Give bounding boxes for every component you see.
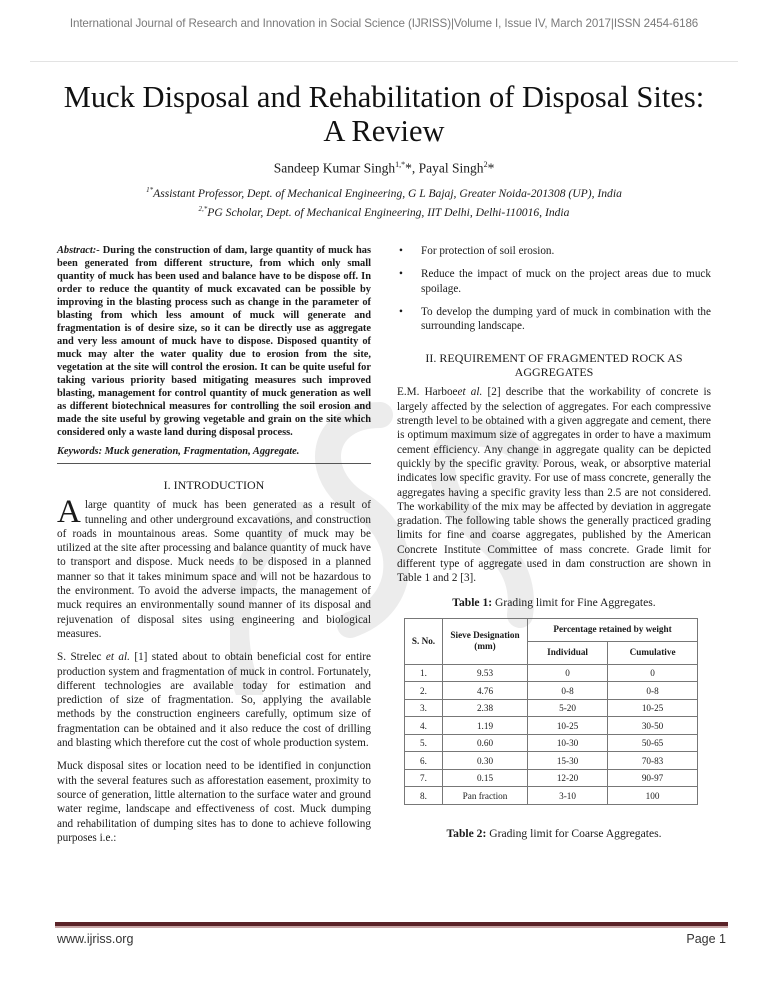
cell-individual: 15-30 — [528, 752, 608, 770]
cell-sieve: 0.30 — [443, 752, 528, 770]
paper-title — [30, 80, 738, 148]
title-line-2: A Review — [323, 114, 445, 148]
keywords: Keywords: Muck generation, Fragmentation, Aggregate. — [57, 445, 371, 464]
intro-paragraph-2 — [57, 650, 371, 750]
list-item-text: For protection of soil erosion. — [421, 245, 555, 257]
cell-sieve: 0.15 — [443, 769, 528, 787]
author-mark: 2 — [483, 160, 488, 169]
cell-individual: 12-20 — [528, 769, 608, 787]
table-row — [405, 664, 698, 682]
author-name: Payal Singh — [418, 160, 484, 176]
header-percentage: Percentage retained by weight — [528, 618, 698, 641]
table-row — [405, 734, 698, 752]
header-cumulative: Cumulative — [608, 641, 698, 664]
table-row — [405, 769, 698, 787]
paragraph-text: [1] stated about to obtain beneficial cost for entire production system and fragmentation of muck in control. Fortunately, different technologies are available today for estimation and prediction of size of fragmentation. So, applying the available methods by the construction engineers carefully, optimum size of fragmentation can be obtained and it also reduce the cost of drilling and blasting which therefore cut the cost of whole production system. — [57, 651, 371, 750]
header-individual: Individual — [528, 641, 608, 664]
intro-paragraph-3: Muck disposal sites or location need to be identified in conjunction with the several features such as afforestation easement, proximity to source of generation, little alternation to the surface water and ground water regime, landscape and effectiveness of cost. Muck dumping and rehabilitation of dumping sites has to done to achieve following purposes i.e.: — [57, 760, 371, 844]
caption-label: Table 1: — [452, 595, 493, 609]
abstract-text: During the construction of dam, large quantity of muck has been generated from different structure, from which only small quantity of muck has been used and balance have to be dispose off. In order to reduce the quantity of muck excavated can be possible by improving in the blasting process such as change in the parameter of blasting from which less amount of muck will generate and fragmentation is of desire size, so it can be directly use as aggregate and very less amount of muck have to dispose. Disposed quantity of muck may alter the water quality due to erosion from the site, vegetation at the site will control the erosion. It can be quite useful for taking various priority based mitigating measures such improved blasting, management for control quantity of muck generation as well as different biotechnical measures for controlling the soil erosion and made the site useful by growing vegetable and grain on the site which considered only a waste land during disposal process. — [57, 245, 371, 438]
right-column — [397, 244, 711, 849]
cell-individual: 10-30 — [528, 734, 608, 752]
table-row — [405, 787, 698, 805]
footer-website: www.ijriss.org — [57, 932, 134, 946]
list-item-text: To develop the dumping yard of muck in combination with the surrounding landscape. — [421, 305, 711, 333]
author-separator: * — [487, 160, 495, 176]
heading-line-2: AGGREGATES — [514, 365, 594, 380]
affiliation-2 — [0, 205, 768, 219]
table-row — [405, 699, 698, 717]
title-line-1: Muck Disposal and Rehabilitation of Disposal Sites: — [63, 80, 705, 114]
cell-cumulative: 30-50 — [608, 717, 698, 735]
page-number: Page 1 — [686, 932, 726, 946]
author-name: Sandeep Kumar Singh — [273, 160, 396, 176]
cell-sieve: 9.53 — [443, 664, 528, 682]
cell-individual: 10-25 — [528, 717, 608, 735]
paragraph-text: S. Strelec — [57, 651, 106, 664]
table-fine-aggregates — [404, 618, 698, 805]
table-2-caption — [397, 827, 711, 841]
bullet-icon: • — [399, 305, 403, 318]
affiliation-text: PG Scholar, Dept. of Mechanical Engineering, IIT Delhi, Delhi-110016, India — [207, 205, 570, 219]
cell-cumulative: 90-97 — [608, 769, 698, 787]
drop-cap: A — [57, 494, 81, 531]
caption-text: Grading limit for Fine Aggregates. — [492, 595, 656, 609]
cell-sieve: 4.76 — [443, 682, 528, 700]
list-item — [397, 305, 711, 334]
affiliation-text: Assistant Professor, Dept. of Mechanical Engineering, G L Bajaj, Greater Noida-201308 (UP), India — [153, 186, 622, 200]
cell-sieve: Pan fraction — [443, 787, 528, 805]
heading-line-1: II. REQUIREMENT OF FRAGMENTED ROCK AS — [425, 351, 683, 366]
abstract — [57, 244, 371, 439]
table-header-row — [405, 618, 698, 641]
paragraph-text: large quantity of muck has been generated as a result of tunneling and other underground excavations, and construction of roads in mountainous areas. Some quantity of muck may be utilized at the site after processing and balance quantity of muck have to transport and dispose. Muck needs to be disposed in a planned manner so that it takes minimum space and will not be hazardous to the environment. To avoid the adverse impacts, the management of muck requires an environmentally sound manner of its disposal and rejuvenation of disposal sites using engineering and biological measures. — [57, 499, 371, 640]
author-list — [0, 160, 768, 177]
bullet-icon: • — [399, 245, 403, 257]
cell-sno: 6. — [405, 752, 443, 770]
table-row — [405, 752, 698, 770]
cell-cumulative: 10-25 — [608, 699, 698, 717]
purposes-list — [397, 244, 711, 333]
abstract-label: Abstract:- — [57, 245, 100, 256]
section-heading-requirement — [397, 351, 711, 379]
author-mark: 1,* — [395, 160, 406, 169]
left-column — [57, 244, 371, 854]
section-heading-introduction: I. INTRODUCTION — [163, 478, 265, 493]
cell-individual: 0-8 — [528, 682, 608, 700]
cell-sno: 2. — [405, 682, 443, 700]
table-1-caption — [397, 596, 711, 610]
paragraph-text: E.M. Harboe — [397, 386, 458, 399]
header-sieve: Sieve Designation (mm) — [443, 618, 528, 664]
bullet-icon: • — [399, 268, 403, 281]
footer-divider-shadow — [55, 926, 728, 928]
section2-paragraph — [397, 385, 711, 585]
paragraph-text: [2] describe that the workability of concrete is largely affected by the selection of aggregates. For each compressive strength level to be obtained with a given aggregate and cement, there is optimum maximum size of aggregates in order to have a maximum cement efficiency. Any change in aggregate quality can be depicted quickly by the specific gravity. Porous, weak, or absorptive material indicates low specific gravity. For use of mass concrete, generally the aggregates having a specific gravity less than 2.5 are not considered. The workability of the mix may be affected by deviation in aggregate gradation. The following table shows the generally practiced grading limits for fine and coarse aggregates, published by the American Concrete Institute Committee of mass concrete. Grade limit for different type of aggregate used in dam construction are shown in Table 1 and 2 [3]. — [397, 386, 711, 585]
cell-cumulative: 100 — [608, 787, 698, 805]
cell-sieve: 1.19 — [443, 717, 528, 735]
cell-individual: 5-20 — [528, 699, 608, 717]
intro-paragraph-1 — [57, 494, 371, 641]
header-divider — [30, 61, 738, 62]
cell-cumulative: 50-65 — [608, 734, 698, 752]
cell-sno: 7. — [405, 769, 443, 787]
cell-sno: 8. — [405, 787, 443, 805]
cell-cumulative: 70-83 — [608, 752, 698, 770]
cell-individual: 3-10 — [528, 787, 608, 805]
caption-text: Grading limit for Coarse Aggregates. — [486, 826, 662, 840]
affiliation-1 — [0, 186, 768, 200]
table-row — [405, 682, 698, 700]
table-row — [405, 717, 698, 735]
cell-individual: 0 — [528, 664, 608, 682]
cell-sno: 1. — [405, 664, 443, 682]
author-separator: *, — [405, 160, 419, 176]
list-item-text: Reduce the impact of muck on the project areas due to muck spoilage. — [421, 268, 711, 295]
affiliation-mark: 1* — [146, 186, 154, 194]
cell-sieve: 2.38 — [443, 699, 528, 717]
cell-cumulative: 0 — [608, 664, 698, 682]
cell-cumulative: 0-8 — [608, 682, 698, 700]
header-sno: S. No. — [405, 618, 443, 664]
cell-sno: 4. — [405, 717, 443, 735]
list-item — [397, 244, 711, 258]
cell-sno: 3. — [405, 699, 443, 717]
list-item — [397, 267, 711, 296]
affiliation-mark: 2,* — [198, 205, 208, 213]
et-al: et al. — [105, 651, 130, 664]
caption-label: Table 2: — [446, 826, 487, 840]
et-al: et al. — [457, 386, 483, 399]
cell-sieve: 0.60 — [443, 734, 528, 752]
journal-header: International Journal of Research and Innovation in Social Science (IJRISS)|Volume I, Issue IV, March 2017|ISSN 2454-6186 — [69, 17, 699, 30]
cell-sno: 5. — [405, 734, 443, 752]
